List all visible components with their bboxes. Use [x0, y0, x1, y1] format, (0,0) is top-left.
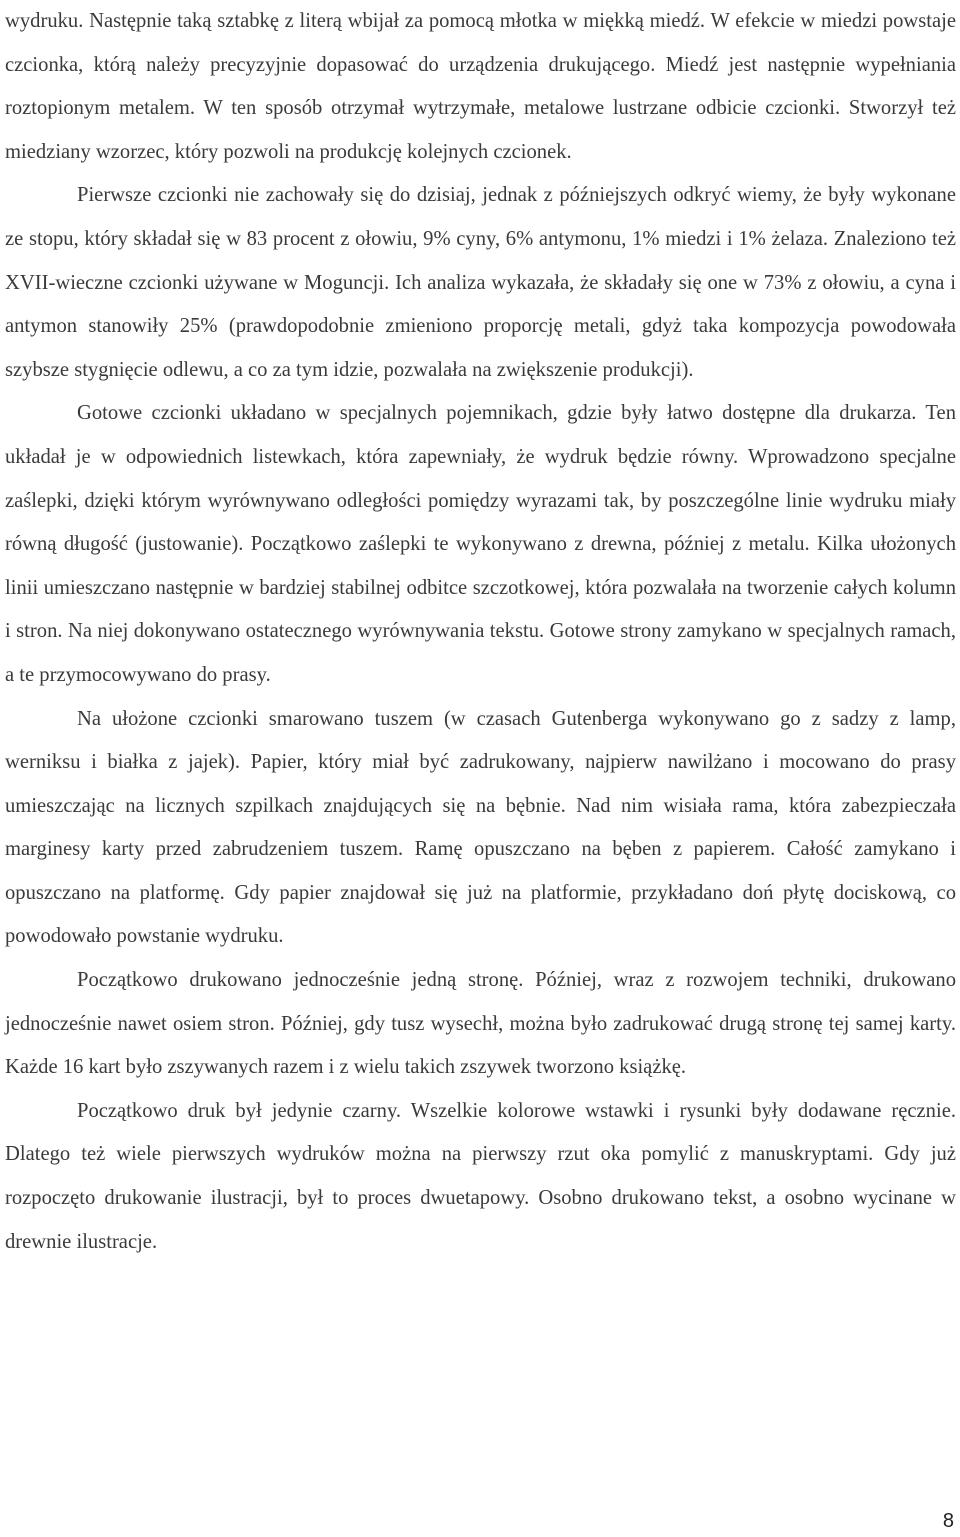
document-body [5, 0, 956, 1264]
paragraph-6: Początkowo druk był jedynie czarny. Wszelkie kolorowe wstawki i rysunki były dodawane ręcznie. Dlatego też wiele pierwszych wydruków można na pierwszy rzut oka pomylić z manuskryptami. Gdy już rozpoczęto drukowanie ilustracji, był to proces dwuetapowy. Osobno drukowano tekst, a osobno wycinane w drewnie ilustracje. [5, 1099, 956, 1253]
paragraph-1: wydruku. Następnie taką sztabkę z literą wbijał za pomocą młotka w miękką miedź. W efekcie w miedzi powstaje czcionka, którą należy precyzyjnie dopasować do urządzenia drukującego. Miedź jest następnie wypełniania roztopionym metalem. W ten sposób otrzymał wytrzymałe, metalowe lustrzane odbicie czcionki. Stworzył też miedziany wzorzec, który pozwoli na produkcję kolejnych czcionek. [5, 10, 956, 163]
paragraph-3: Gotowe czcionki układano w specjalnych pojemnikach, gdzie były łatwo dostępne dla drukarza. Ten układał je w odpowiednich listewkach, która zapewniały, że wydruk będzie równy. Wprowadzono specjalne zaślepki, dzięki którym wyrównywano odległości pomiędzy wyrazami tak, by poszczególne linie wydruku miały równą długość (justowanie). Początkowo zaślepki te wykonywano z drewna, później z metalu. Kilka ułożonych linii umieszczano następnie w bardziej stabilnej odbitce szczotkowej, która pozwalała na tworzenie całych kolumn i stron. Na niej dokonywano ostatecznego wyrównywania tekstu. Gotowe strony zamykano w specjalnych ramach, a te przymocowywano do prasy. [5, 402, 956, 686]
paragraph-4: Na ułożone czcionki smarowano tuszem (w czasach Gutenberga wykonywano go z sadzy z lamp, werniksu i białka z jajek). Papier, który miał być zadrukowany, najpierw nawilżano i mocowano do prasy umieszczając na licznych szpilkach znajdujących się na bębnie. Nad nim wisiała rama, która zabezpieczała marginesy karty przed zabrudzeniem tuszem. Ramę opuszczano na bęben z papierem. Całość zamykano i opuszczano na platformę. Gdy papier znajdował się już na platformie, przykładano doń płytę dociskową, co powodowało powstanie wydruku. [5, 707, 956, 948]
paragraph-5: Początkowo drukowano jednocześnie jedną stronę. Później, wraz z rozwojem techniki, drukowano jednocześnie nawet osiem stron. Później, gdy tusz wysechł, można było zadrukować drugą stronę tej samej karty. Każde 16 kart było zszywanych razem i z wielu takich zszywek tworzono książkę. [5, 969, 956, 1079]
page-number: 8 [942, 1510, 954, 1532]
paragraph-2: Pierwsze czcionki nie zachowały się do dzisiaj, jednak z późniejszych odkryć wiemy, że były wykonane ze stopu, który składał się w 83 procent z ołowiu, 9% cyny, 6% antymonu, 1% miedzi i 1% żelaza. Znaleziono też XVII-wieczne czcionki używane w Moguncji. Ich analiza wykazała, że składały się one w 73% z ołowiu, a cyna i antymon stanowiły 25% (prawdopodobnie zmieniono proporcję metali, gdyż taka kompozycja powodowała szybsze stygnięcie odlewu, a co za tym idzie, pozwalała na zwiększenie produkcji). [5, 184, 956, 381]
